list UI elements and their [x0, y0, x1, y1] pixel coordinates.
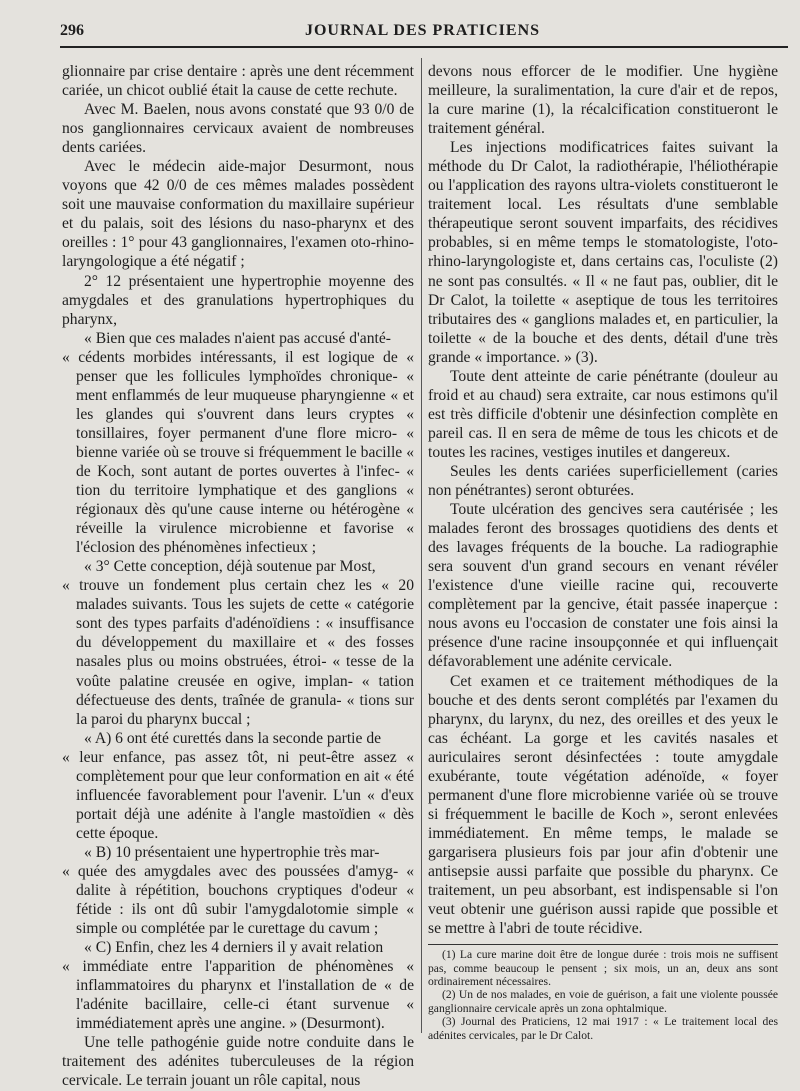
left-quote-block: « immédiate entre l'apparition de phénomènes « inflammatoires du pharynx et l'installation de « de l'adénite bacillaire, celle-ci étant survenue « immédiatement après une angine. » (Desurmont).: [62, 958, 414, 1033]
left-paragraph: « C) Enfin, chez les 4 derniers il y avait relation: [84, 939, 384, 957]
left-paragraph: « Bien que ces malades n'aient pas accusé d'anté-: [84, 329, 391, 347]
footnotes: [428, 948, 778, 1042]
right-paragraph: Seules les dents cariées superficiellement (caries non pénétrantes) seront obturées.: [428, 462, 778, 500]
left-paragraph: Une telle pathogénie guide notre conduite dans le traitement des adénites tuberculeuses de la région cervicale. Le terrain jouant un rôle capital, nous: [62, 1034, 414, 1090]
left-paragraph: « A) 6 ont été curettés dans la seconde partie de: [84, 729, 382, 747]
right-column: [428, 62, 778, 1042]
footnote: (1) La cure marine doit être de longue durée : trois mois ne suffisent pas, comme beaucoup le pensent ; six mois, un an, deux ans sont ordinairement nécessaires.: [428, 948, 778, 988]
footnote: (3) Journal des Praticiens, 12 mai 1917 : « Le traitement local des adénites cervicales, par le Dr Calot.: [428, 1015, 778, 1042]
column-divider: [421, 58, 422, 1033]
footnote: (2) Un de nos malades, en voie de guérison, a fait une violente poussée ganglionnaire cervicale après un zona ophtalmique.: [428, 988, 778, 1015]
left-paragraph: « 3° Cette conception, déjà soutenue par Most,: [84, 558, 376, 576]
journal-title: JOURNAL DES PRATICIENS: [304, 22, 541, 39]
left-quote-block: « leur enfance, pas assez tôt, ni peut-être assez « complètement pour que leur conformation en ait « été influencée favorablement pour l'avenir. L'un « d'eux portait déjà une adénite à l'angle mastoïdien « dès cette époque.: [62, 748, 414, 842]
left-paragraph: 2° 12 présentaient une hypertrophie moyenne des amygdales et des granulations hypertrophiques du pharynx,: [62, 272, 414, 328]
left-paragraph: glionnaire par crise dentaire : après une dent récemment cariée, un chicot oublié était la cause de cette rechute.: [62, 63, 414, 100]
right-paragraph: Cet examen et ce traitement méthodiques de la bouche et des dents seront complétés par l'examen du pharynx, du larynx, du nez, des oreilles et des yeux le cas échéant. La gorge et les cavités nasales et auriculaires seront désinfectées : toute amygdale exubérante, toute végétation adénoïde, « foyer permanent d'une flore microbienne variée où se trouve si fréquemment le bacille de Koch », seront enlevées immédiatement. En même temps, le malade se gargarisera plusieurs fois par jour afin d'obtenir une antisepsie aussi parfaite que possible du pharynx. Ce traitement, un peu absorbant, est indispensable si l'on veut obtenir une guérison aussi rapide que possible et se mettre à l'abri de toute récidive.: [428, 672, 778, 938]
right-paragraph: Toute ulcération des gencives sera cautérisée ; les malades feront des brossages quotidiens des dents et des lavages fréquents de la bouche. La radiographie sera souvent d'un grand secours en venant révéler l'existence d'une vieille racine qui, recouverte complètement par la gencive, était passée inaperçue : nous avons eu l'occasion de constater une fois ainsi la présence d'une racine insoupçonnée et qui influençait défavorablement une adénite cervicale.: [428, 501, 778, 671]
right-paragraph: Toute dent atteinte de carie pénétrante (douleur au froid et au chaud) sera extraite, car nous estimons qu'il est très difficile d'obtenir une désinfection complète en pareil cas. Il en sera de même de tous les chicots et de toutes les racines, vestiges inutiles et dangereux.: [428, 367, 778, 461]
right-paragraph: devons nous efforcer de le modifier. Une hygiène meilleure, la suralimentation, la cure d'air et de repos, la cure marine (1), la récalcification constitueront le traitement général.: [428, 63, 778, 138]
left-paragraph: Avec le médecin aide-major Desurmont, nous voyons que 42 0/0 de ces mêmes malades possèdent soit une mauvaise conformation du maxillaire supérieur et du palais, soit des lésions du naso-pharynx et des oreilles : 1° pour 43 ganglionnaires, l'examen oto-rhino-laryngologique a été négatif ;: [62, 158, 414, 271]
footnote-rule: [428, 944, 778, 945]
right-paragraph: Les injections modificatrices faites suivant la méthode du Dr Calot, la radiothérapie, l'héliothérapie ou l'application des rayons ultra-violets constitueront le traitement local. Les résultats d'une semblable thérapeutique seront souvent imparfaits, des récidives probables, si en même temps le stomatologiste, l'oto-rhino-laryngologiste et, dans certains cas, l'oculiste (2) ne sont pas consultés. « Il « ne faut pas, oublier, dit le Dr Calot, la toilette « aseptique de tous les territoires tributaires des « ganglions malades et, en particulier, la toilette « de la bouche et des dents, détail d'une très grande « importance. » (3).: [428, 139, 778, 366]
left-quote-block: « quée des amygdales avec des poussées d'amyg- « dalite à répétition, bouchons cryptiques d'odeur « fétide : ils ont dû subir l'amygdalotomie simple « simple ou complétée par le curettage du cavum ;: [62, 862, 414, 938]
left-quote-block: « cédents morbides intéressants, il est logique de « penser que les follicules lymphoïdes chronique- « ment enflammés de leur muqueuse pharyngienne « et les glandes qui s'ouvrent dans leurs cryptes « tonsillaires, foyer permanent d'une flore micro- « bienne variée où se trouve si fréquemment le bacille « de Koch, sont autant de portes ouvertes à l'infec- « tion du territoire lymphatique et des ganglions « régionaux dès qu'une cause interne ou hétérogène « réveille la virulence microbienne et favorise « l'éclosion des phénomènes infectieux ;: [62, 348, 414, 557]
left-paragraph: « B) 10 présentaient une hypertrophie très mar-: [84, 843, 380, 861]
left-paragraph: Avec M. Baelen, nous avons constaté que 93 0/0 de nos ganglionnaires cervicaux avaient de nombreuses dents cariées.: [62, 101, 414, 157]
page-header: [60, 20, 785, 46]
page-number: 296: [60, 22, 84, 39]
header-rule: [60, 46, 788, 48]
left-quote-block: « trouve un fondement plus certain chez les « 20 malades suivants. Tous les sujets de cette « catégorie sont des types parfaits d'adénoïdiens : « insuffisance du développement du maxillaire et « des fosses nasales plus ou moins obstruées, étroi- « tesse de la voûte palatine creusée en ogive, implan- « tation défectueuse des dents, traînée de granula- « tions sur la paroi du pharynx buccal ;: [62, 577, 414, 728]
left-column: [62, 62, 414, 1091]
